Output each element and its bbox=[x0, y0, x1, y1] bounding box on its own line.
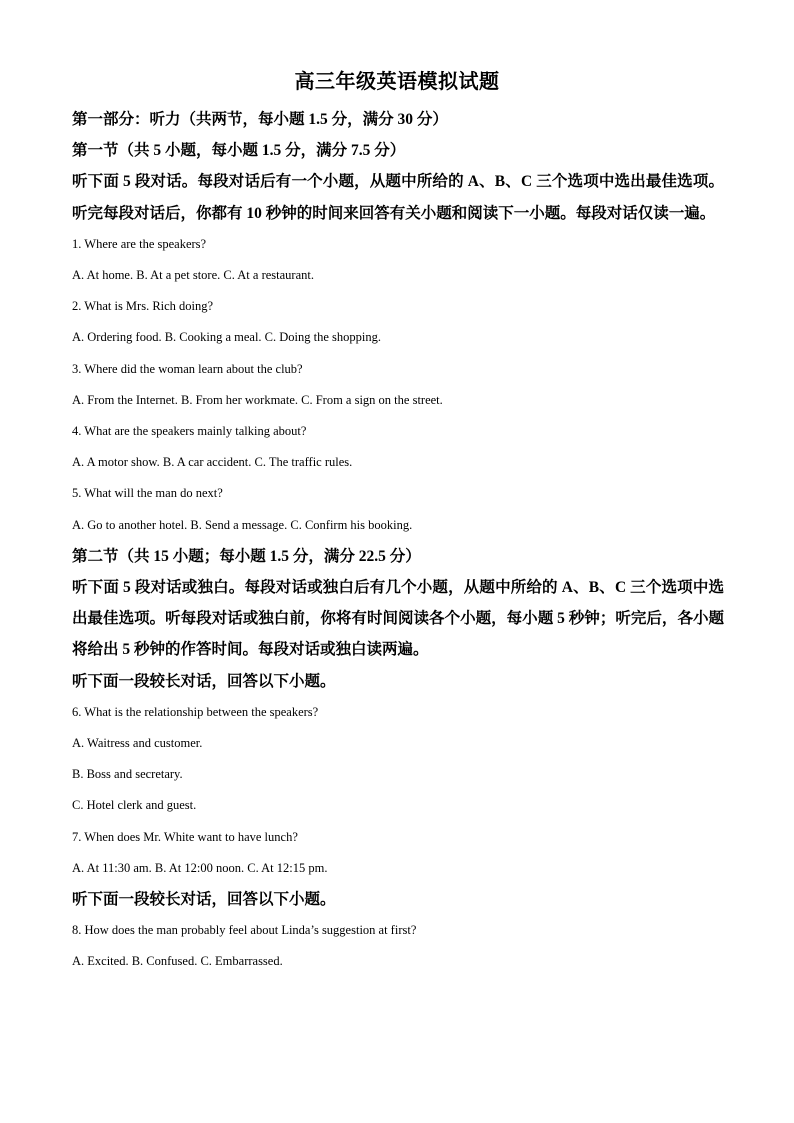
question-5-options: A. Go to another hotel. B. Send a message. C. Confirm his booking. bbox=[72, 517, 413, 532]
question-1: 1. Where are the speakers? bbox=[72, 236, 207, 251]
question-2: 2. What is Mrs. Rich doing? bbox=[72, 299, 214, 314]
section1-instructions: 听下面 5 段对话。每段对话后有一个小题，从题中所给的 A、B、C 三个选项中选出最佳选项。听完每段对话后，你都有 10 秒钟的时间来回答有关小题和阅读下一小题。每段对话仅读一遍。 bbox=[72, 173, 724, 222]
section2-heading: 第二节（共 15 小题；每小题 1.5 分，满分 22.5 分） bbox=[72, 547, 421, 565]
dialog-intro-1: 听下面一段较长对话，回答以下小题。 bbox=[72, 672, 336, 690]
question-6: 6. What is the relationship between the speakers? bbox=[72, 704, 319, 719]
section2-instructions: 听下面 5 段对话或独白。每段对话或独白后有几个小题，从题中所给的 A、B、C 三个选项中选出最佳选项。听每段对话或独白前，你将有时间阅读各个小题，每小题 5 秒钟；听完后，各小题将给出 5 秒钟的作答时间。每段对话或独白读两遍。 bbox=[72, 579, 724, 659]
question-4: 4. What are the speakers mainly talking about? bbox=[72, 424, 307, 439]
question-1-options: A. At home. B. At a pet store. C. At a restaurant. bbox=[72, 268, 314, 283]
part1-heading: 第一部分：听力（共两节，每小题 1.5 分，满分 30 分） bbox=[72, 111, 448, 128]
question-6-option-c: C. Hotel clerk and guest. bbox=[72, 798, 197, 813]
exam-content bbox=[72, 104, 724, 978]
page-title: 高三年级英语模拟试题 bbox=[294, 71, 500, 93]
question-8-options: A. Excited. B. Confused. C. Embarrassed. bbox=[72, 954, 283, 969]
question-3: 3. Where did the woman learn about the club? bbox=[72, 361, 303, 376]
question-2-options: A. Ordering food. B. Cooking a meal. C. Doing the shopping. bbox=[72, 330, 381, 345]
question-6-option-a: A. Waitress and customer. bbox=[72, 736, 203, 751]
question-5: 5. What will the man do next? bbox=[72, 486, 223, 501]
question-6-option-b: B. Boss and secretary. bbox=[72, 767, 183, 782]
question-3-options: A. From the Internet. B. From her workmate. C. From a sign on the street. bbox=[72, 392, 443, 407]
question-7-options: A. At 11:30 am. B. At 12:00 noon. C. At 12:15 pm. bbox=[72, 860, 328, 875]
dialog-intro-2: 听下面一段较长对话，回答以下小题。 bbox=[72, 891, 336, 909]
question-7: 7. When does Mr. White want to have lunch? bbox=[72, 829, 298, 844]
question-8: 8. How does the man probably feel about Linda’s suggestion at first? bbox=[72, 923, 417, 938]
question-4-options: A. A motor show. B. A car accident. C. The traffic rules. bbox=[72, 455, 353, 470]
section1-heading: 第一节（共 5 小题，每小题 1.5 分，满分 7.5 分） bbox=[72, 142, 406, 160]
